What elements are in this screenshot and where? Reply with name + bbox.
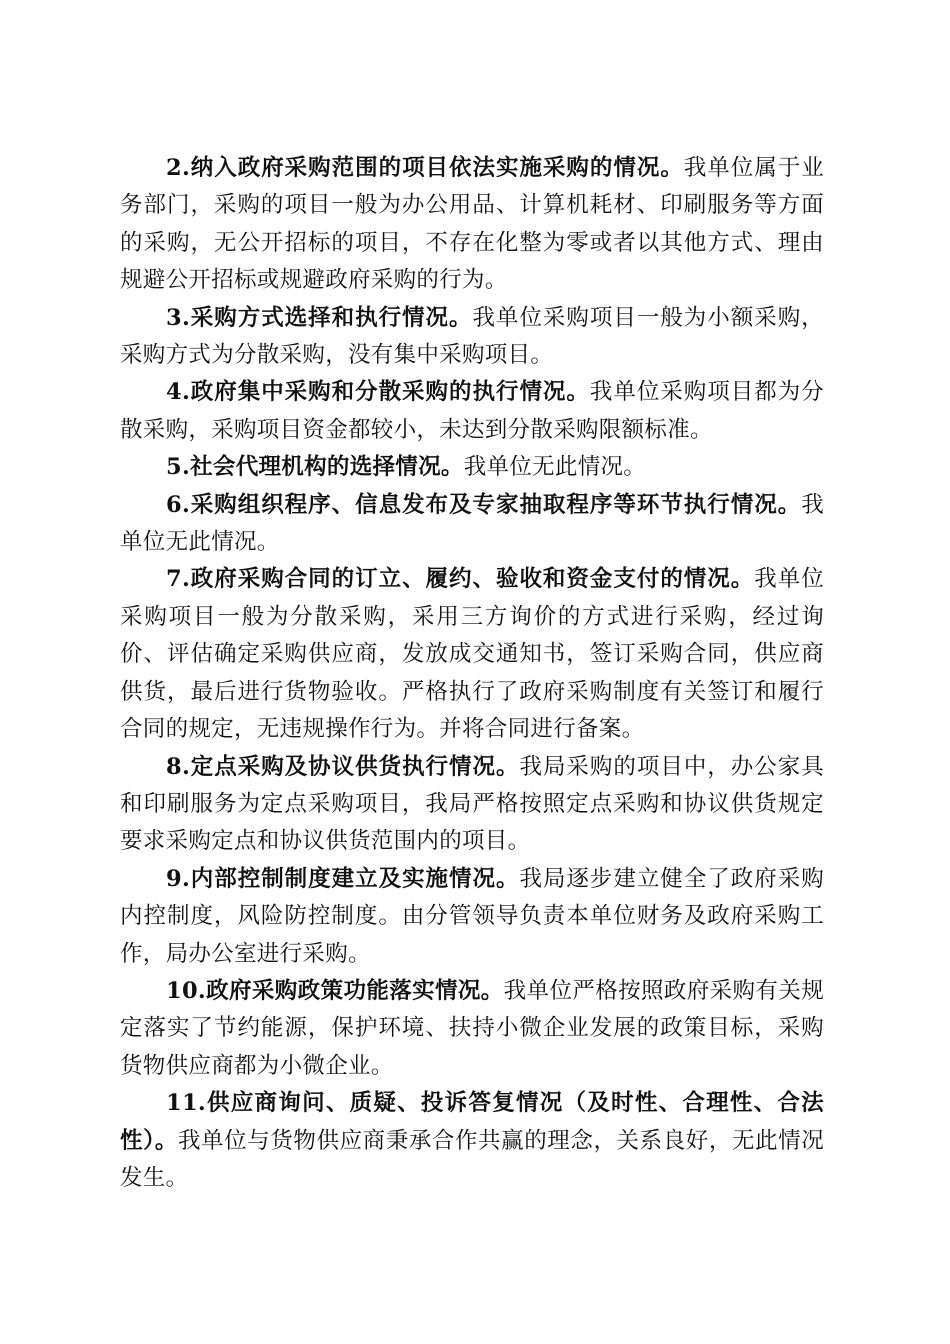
paragraph-body: 我单位无此情况。 xyxy=(120,491,824,556)
paragraph-item-3 xyxy=(120,300,824,375)
paragraph-item-9 xyxy=(120,861,824,973)
paragraph-item-8 xyxy=(120,749,824,861)
paragraph-body: 我单位采购项目一般为分散采购，采用三方询价的方式进行采购，经过询价、评估确定采购供应商，发放成交通知书，签订采购合同，供应商供货，最后进行货物验收。严格执行了政府采购制度有关签订和履行合同的规定，无违规操作行为。并将合同进行备案。 xyxy=(120,566,824,743)
document-page xyxy=(120,150,824,1197)
paragraph-body: 我单位采购项目一般为小额采购，采购方式为分散采购，没有集中采购项目。 xyxy=(120,304,824,369)
paragraph-body: 我单位属于业务部门，采购的项目一般为办公用品、计算机耗材、印刷服务等方面的采购，无公开招标的项目，不存在化整为零或者以其他方式、理由规避公开招标或规避政府采购的行为。 xyxy=(120,155,825,294)
paragraph-heading: 10.政府采购政策功能落实情况。 xyxy=(166,977,504,1004)
paragraph-body: 我局采购的项目中，办公家具和印刷服务为定点采购项目，我局严格按照定点采购和协议供货规定要求采购定点和协议供货范围内的项目。 xyxy=(120,753,825,855)
paragraph-heading: 6.采购组织程序、信息发布及专家抽取程序等环节执行情况。 xyxy=(166,491,802,518)
paragraph-body: 我单位严格按照政府采购有关规定落实了节约能源，保护环境、扶持小微企业发展的政策目标，采购货物供应商都为小微企业。 xyxy=(120,977,825,1079)
paragraph-body: 我单位与货物供应商秉承合作共赢的理念，关系良好，无此情况发生。 xyxy=(120,1127,824,1191)
paragraph-heading: 7.政府采购合同的订立、履约、验收和资金支付的情况。 xyxy=(166,566,755,593)
paragraph-heading: 11.供应商询问、质疑、投诉答复情况（及时性、合理性、合法性）。 xyxy=(120,1090,824,1154)
paragraph-body: 我单位无此情况。 xyxy=(463,454,647,481)
paragraph-item-7 xyxy=(120,561,824,748)
paragraph-heading: 2.纳入政府采购范围的项目依法实施采购的情况。 xyxy=(166,155,684,181)
paragraph-heading: 9.内部控制制度建立及实施情况。 xyxy=(166,865,520,892)
paragraph-heading: 3.采购方式选择和执行情况。 xyxy=(166,304,473,331)
paragraph-item-6 xyxy=(120,487,824,562)
paragraph-item-11 xyxy=(120,1085,824,1197)
paragraph-item-4 xyxy=(120,374,824,449)
paragraph-item-5 xyxy=(120,449,824,486)
paragraph-heading: 8.定点采购及协议供货执行情况。 xyxy=(166,753,520,780)
paragraph-body: 我单位采购项目都为分散采购，采购项目资金都较小，未达到分散采购限额标准。 xyxy=(120,379,824,443)
paragraph-heading: 5.社会代理机构的选择情况。 xyxy=(166,454,464,481)
paragraph-item-2 xyxy=(120,150,824,300)
paragraph-body: 我局逐步建立健全了政府采购内控制度，风险防控制度。由分管领导负责本单位财务及政府采购工作，局办公室进行采购。 xyxy=(120,865,825,967)
paragraph-heading: 4.政府集中采购和分散采购的执行情况。 xyxy=(166,379,590,406)
paragraph-item-10 xyxy=(120,973,824,1085)
